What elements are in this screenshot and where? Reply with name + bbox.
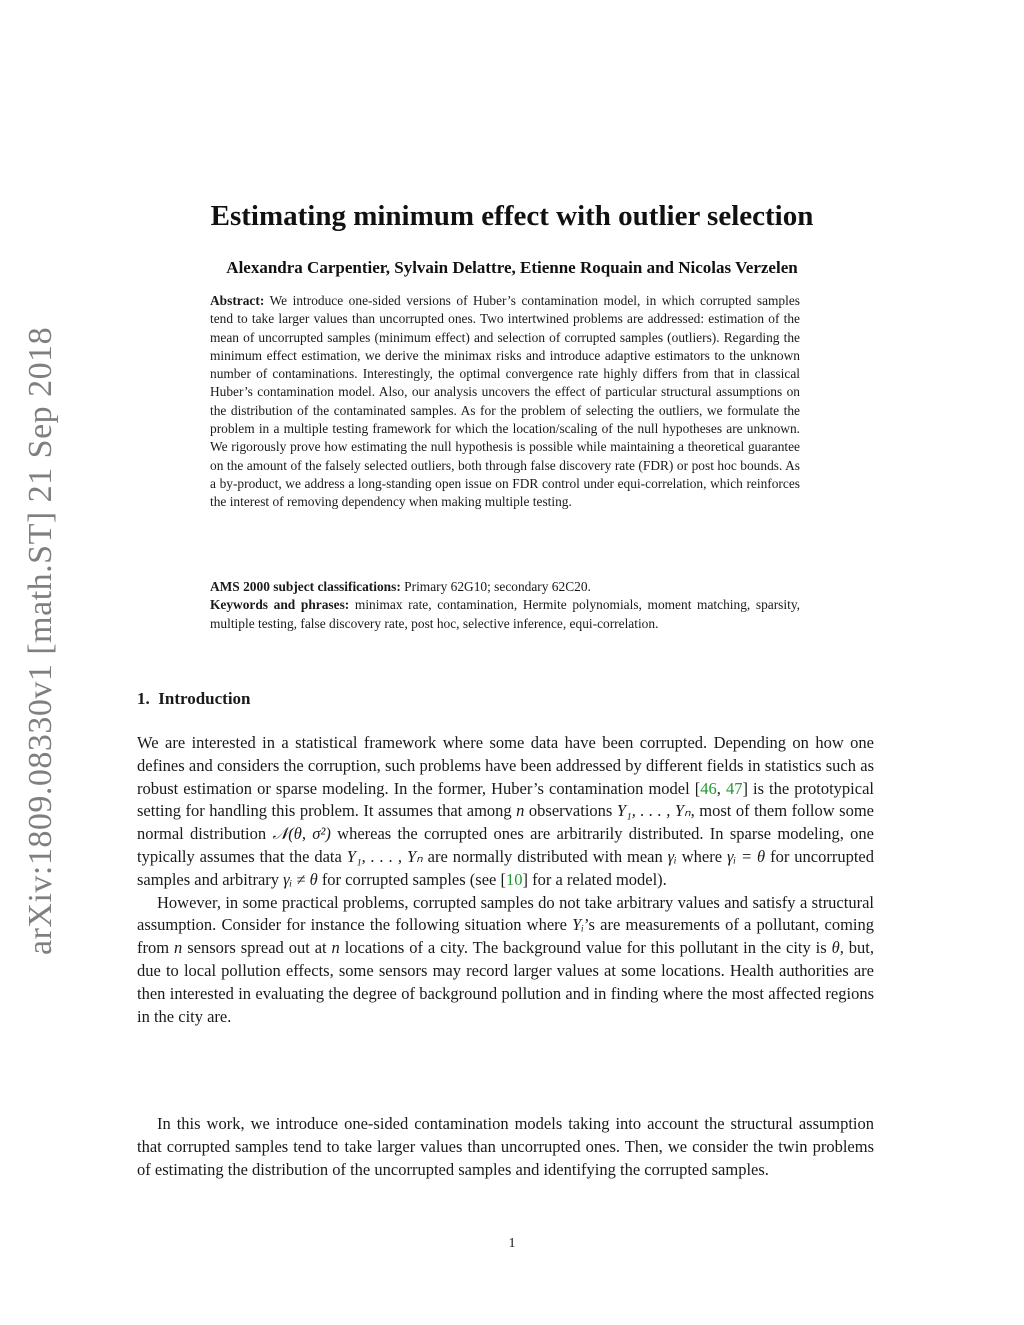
page-number: 1 bbox=[508, 1236, 516, 1251]
keywords bbox=[210, 596, 800, 633]
introduction-body bbox=[137, 732, 874, 1028]
keywords-text: minimax rate, contamination, Hermite polynomials, moment matching, sparsity, multiple testing, false discovery rate, post hoc, selective inference, equi-correlation. bbox=[210, 597, 801, 631]
citation-link[interactable]: 46 bbox=[700, 778, 717, 798]
ams-label: AMS 2000 subject classifications: bbox=[210, 579, 401, 594]
paper-authors: Alexandra Carpentier, Sylvain Delattre, Etienne Roquain and Nicolas Verzelen bbox=[226, 258, 798, 277]
introduction-body-continued bbox=[137, 1113, 874, 1181]
section-title: Introduction bbox=[158, 689, 251, 708]
abstract-label: Abstract: bbox=[210, 293, 265, 308]
ams-text: Primary 62G10; secondary 62C20. bbox=[404, 579, 591, 594]
section-number: 1. bbox=[137, 689, 150, 708]
paragraph-3: In this work, we introduce one-sided contamination models taking into account the structural assumption that corrupted samples tend to take larger values than uncorrupted ones. Then, we consider the twin problems of estimating the distribution of the uncorrupted samples and identifying the corrupted samples. bbox=[137, 1114, 874, 1179]
paper-title: Estimating minimum effect with outlier selection bbox=[210, 200, 814, 232]
abstract-text: We introduce one-sided versions of Huber’s contamination model, in which corrupted samples tend to take larger values than uncorrupted ones. Two intertwined problems are addressed: estimation of the mean of uncorrupted samples (minimum effect) and selection of corrupted samples (outliers). Regarding the minimum effect estimation, we derive the minimax risks and introduce adaptive estimators to the unknown number of contaminations. Interestingly, the optimal convergence rate highly differs from that in classical Huber’s contamination model. Also, our analysis uncovers the effect of particular structural assumptions on the distribution of the contaminated samples. As for the problem of selecting the outliers, we formulate the problem in a multiple testing framework for which the location/scaling of the null hypotheses are unknown. We rigorously prove how estimating the null hypothesis is possible while maintaining a theoretical guarantee on the amount of the falsely selected outliers, both through false discovery rate (FDR) or post hoc bounds. As a by-product, we address a long-standing open issue on FDR control under equi-correlation, which reinforces the interest of removing dependency when making multiple testing. bbox=[210, 293, 801, 510]
citation-link[interactable]: 47 bbox=[725, 778, 743, 798]
arxiv-stamp: arXiv:1809.08330v1 [math.ST] 21 Sep 2018 bbox=[22, 326, 59, 955]
section-heading-introduction bbox=[137, 689, 251, 709]
paragraph-2: However, in some practical problems, corrupted samples do not take arbitrary values and satisfy a structural assumption. Consider for instance the following situation where Yᵢ’s are measurements of a pollutant, coming from n sensors spread out at n locations of a city. The background value for this pollutant in the city is θ, but, due to local pollution effects, some sensors may record larger values at some locations. Health authorities are then interested in evaluating the degree of background pollution and in finding where the most affected regions in the city are. bbox=[137, 892, 874, 1026]
paragraph-1: We are interested in a statistical framework where some data have been corrupted. Depending on how one defines and considers the corruption, such problems have been addressed by different fields in statistics such as robust estimation or sparse modeling. In the former, Huber’s contamination model [46, 47] is the prototypical setting for handling this problem. It assumes that among n observations Y₁, . . . , Yₙ, most of them follow some normal distribution 𝒩(θ, σ²) whereas the corrupted ones are arbitrarily distributed. In sparse modeling, one typically assumes that the data Y₁, . . . , Yₙ are normally distributed with mean γᵢ where γᵢ = θ for uncorrupted samples and arbitrary γᵢ ≠ θ for corrupted samples (see [10] for a related model). bbox=[137, 733, 875, 889]
classification-block bbox=[210, 578, 800, 633]
ams-classification bbox=[210, 578, 800, 596]
citation-link[interactable]: 10 bbox=[506, 869, 523, 889]
abstract bbox=[210, 292, 800, 512]
keywords-label: Keywords and phrases: bbox=[210, 597, 350, 613]
